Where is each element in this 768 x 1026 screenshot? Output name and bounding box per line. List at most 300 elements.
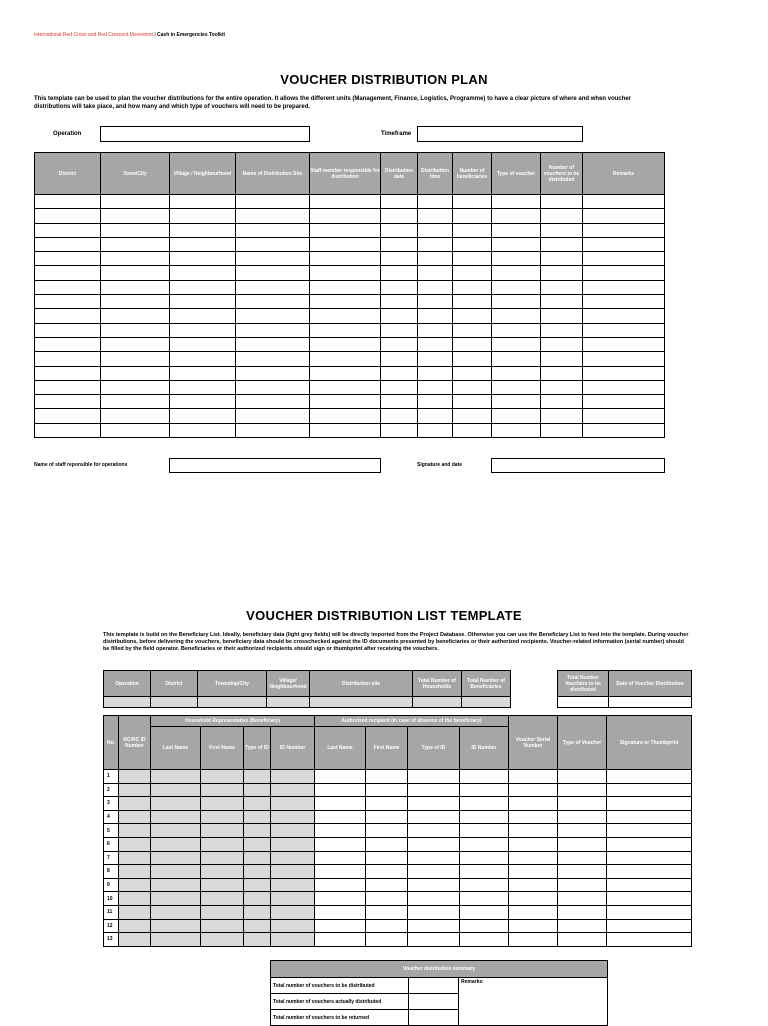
plan-cell[interactable] bbox=[310, 223, 381, 237]
plan-cell[interactable] bbox=[310, 195, 381, 209]
list-cell[interactable] bbox=[558, 851, 607, 865]
plan-cell[interactable] bbox=[541, 237, 583, 251]
list-cell[interactable] bbox=[460, 770, 509, 784]
plan-cell[interactable] bbox=[418, 223, 453, 237]
plan-cell[interactable] bbox=[35, 309, 101, 323]
plan-cell[interactable] bbox=[35, 223, 101, 237]
list-cell[interactable] bbox=[558, 919, 607, 933]
beneficiary-cell[interactable] bbox=[271, 783, 315, 797]
list-cell[interactable] bbox=[315, 892, 366, 906]
plan-cell[interactable] bbox=[310, 295, 381, 309]
list-cell[interactable] bbox=[366, 933, 408, 947]
operation-field[interactable] bbox=[100, 126, 310, 142]
list-cell[interactable] bbox=[315, 865, 366, 879]
plan-cell[interactable] bbox=[35, 195, 101, 209]
plan-cell[interactable] bbox=[35, 395, 101, 409]
list-cell[interactable] bbox=[558, 810, 607, 824]
info-value-cell[interactable] bbox=[462, 697, 511, 708]
beneficiary-cell[interactable] bbox=[119, 865, 151, 879]
plan-cell[interactable] bbox=[583, 366, 665, 380]
plan-cell[interactable] bbox=[541, 252, 583, 266]
list-cell[interactable] bbox=[366, 824, 408, 838]
plan-cell[interactable] bbox=[492, 395, 541, 409]
plan-cell[interactable] bbox=[453, 237, 492, 251]
plan-cell[interactable] bbox=[418, 409, 453, 423]
plan-cell[interactable] bbox=[101, 323, 170, 337]
plan-cell[interactable] bbox=[101, 209, 170, 223]
list-cell[interactable] bbox=[315, 878, 366, 892]
beneficiary-cell[interactable] bbox=[151, 783, 201, 797]
plan-cell[interactable] bbox=[541, 295, 583, 309]
info-value-cell[interactable] bbox=[267, 697, 310, 708]
plan-cell[interactable] bbox=[35, 280, 101, 294]
plan-cell[interactable] bbox=[583, 423, 665, 437]
list-cell[interactable] bbox=[607, 837, 692, 851]
plan-cell[interactable] bbox=[492, 423, 541, 437]
plan-cell[interactable] bbox=[418, 237, 453, 251]
beneficiary-cell[interactable] bbox=[271, 797, 315, 811]
timeframe-field[interactable] bbox=[417, 126, 583, 142]
list-cell[interactable] bbox=[366, 810, 408, 824]
plan-cell[interactable] bbox=[541, 266, 583, 280]
plan-cell[interactable] bbox=[35, 409, 101, 423]
beneficiary-cell[interactable] bbox=[201, 770, 244, 784]
plan-cell[interactable] bbox=[381, 266, 418, 280]
plan-cell[interactable] bbox=[170, 295, 236, 309]
beneficiary-cell[interactable] bbox=[271, 770, 315, 784]
beneficiary-cell[interactable] bbox=[271, 851, 315, 865]
beneficiary-cell[interactable] bbox=[201, 783, 244, 797]
plan-cell[interactable] bbox=[101, 280, 170, 294]
plan-cell[interactable] bbox=[381, 309, 418, 323]
beneficiary-cell[interactable] bbox=[244, 783, 271, 797]
plan-cell[interactable] bbox=[418, 195, 453, 209]
list-cell[interactable] bbox=[408, 810, 460, 824]
beneficiary-cell[interactable] bbox=[244, 919, 271, 933]
list-cell[interactable] bbox=[607, 783, 692, 797]
list-cell[interactable] bbox=[607, 851, 692, 865]
beneficiary-cell[interactable] bbox=[201, 878, 244, 892]
plan-cell[interactable] bbox=[453, 309, 492, 323]
beneficiary-cell[interactable] bbox=[151, 851, 201, 865]
beneficiary-cell[interactable] bbox=[271, 919, 315, 933]
plan-cell[interactable] bbox=[236, 237, 310, 251]
beneficiary-cell[interactable] bbox=[201, 824, 244, 838]
list-cell[interactable] bbox=[460, 892, 509, 906]
plan-cell[interactable] bbox=[418, 366, 453, 380]
plan-cell[interactable] bbox=[381, 352, 418, 366]
plan-cell[interactable] bbox=[35, 366, 101, 380]
beneficiary-cell[interactable] bbox=[119, 770, 151, 784]
beneficiary-cell[interactable] bbox=[119, 797, 151, 811]
beneficiary-cell[interactable] bbox=[244, 851, 271, 865]
list-cell[interactable] bbox=[460, 851, 509, 865]
beneficiary-cell[interactable] bbox=[271, 810, 315, 824]
plan-cell[interactable] bbox=[381, 195, 418, 209]
plan-cell[interactable] bbox=[541, 323, 583, 337]
list-cell[interactable] bbox=[607, 824, 692, 838]
list-cell[interactable] bbox=[509, 851, 558, 865]
beneficiary-cell[interactable] bbox=[151, 865, 201, 879]
plan-cell[interactable] bbox=[492, 309, 541, 323]
plan-cell[interactable] bbox=[418, 337, 453, 351]
plan-cell[interactable] bbox=[170, 266, 236, 280]
list-cell[interactable] bbox=[408, 783, 460, 797]
plan-cell[interactable] bbox=[583, 352, 665, 366]
list-cell[interactable] bbox=[558, 837, 607, 851]
plan-cell[interactable] bbox=[170, 366, 236, 380]
list-cell[interactable] bbox=[607, 933, 692, 947]
plan-cell[interactable] bbox=[541, 280, 583, 294]
beneficiary-cell[interactable] bbox=[201, 905, 244, 919]
plan-cell[interactable] bbox=[170, 195, 236, 209]
plan-cell[interactable] bbox=[453, 366, 492, 380]
plan-cell[interactable] bbox=[236, 295, 310, 309]
distribution-date-cell[interactable] bbox=[609, 697, 692, 708]
plan-cell[interactable] bbox=[541, 209, 583, 223]
beneficiary-cell[interactable] bbox=[244, 878, 271, 892]
beneficiary-cell[interactable] bbox=[271, 878, 315, 892]
list-cell[interactable] bbox=[509, 810, 558, 824]
plan-cell[interactable] bbox=[310, 237, 381, 251]
plan-cell[interactable] bbox=[492, 366, 541, 380]
list-cell[interactable] bbox=[460, 919, 509, 933]
list-cell[interactable] bbox=[408, 770, 460, 784]
list-cell[interactable] bbox=[460, 878, 509, 892]
plan-cell[interactable] bbox=[35, 295, 101, 309]
list-cell[interactable] bbox=[315, 933, 366, 947]
beneficiary-cell[interactable] bbox=[119, 851, 151, 865]
plan-cell[interactable] bbox=[170, 337, 236, 351]
plan-cell[interactable] bbox=[236, 223, 310, 237]
plan-cell[interactable] bbox=[35, 423, 101, 437]
plan-cell[interactable] bbox=[453, 252, 492, 266]
plan-cell[interactable] bbox=[236, 309, 310, 323]
plan-cell[interactable] bbox=[453, 280, 492, 294]
plan-cell[interactable] bbox=[101, 309, 170, 323]
plan-cell[interactable] bbox=[418, 252, 453, 266]
beneficiary-cell[interactable] bbox=[119, 905, 151, 919]
plan-cell[interactable] bbox=[418, 266, 453, 280]
list-cell[interactable] bbox=[366, 878, 408, 892]
list-cell[interactable] bbox=[366, 783, 408, 797]
plan-cell[interactable] bbox=[35, 323, 101, 337]
info-value-cell[interactable] bbox=[413, 697, 462, 708]
list-cell[interactable] bbox=[408, 933, 460, 947]
plan-cell[interactable] bbox=[310, 366, 381, 380]
beneficiary-cell[interactable] bbox=[151, 770, 201, 784]
beneficiary-cell[interactable] bbox=[201, 837, 244, 851]
beneficiary-cell[interactable] bbox=[151, 878, 201, 892]
staff-name-field[interactable] bbox=[169, 458, 381, 473]
plan-cell[interactable] bbox=[381, 366, 418, 380]
plan-cell[interactable] bbox=[101, 295, 170, 309]
list-cell[interactable] bbox=[509, 919, 558, 933]
plan-cell[interactable] bbox=[453, 352, 492, 366]
beneficiary-cell[interactable] bbox=[201, 933, 244, 947]
plan-cell[interactable] bbox=[541, 366, 583, 380]
list-cell[interactable] bbox=[509, 783, 558, 797]
list-cell[interactable] bbox=[315, 824, 366, 838]
list-cell[interactable] bbox=[408, 905, 460, 919]
plan-cell[interactable] bbox=[101, 195, 170, 209]
plan-cell[interactable] bbox=[541, 337, 583, 351]
plan-cell[interactable] bbox=[170, 252, 236, 266]
list-cell[interactable] bbox=[509, 905, 558, 919]
plan-cell[interactable] bbox=[170, 380, 236, 394]
plan-cell[interactable] bbox=[541, 395, 583, 409]
plan-cell[interactable] bbox=[170, 209, 236, 223]
plan-cell[interactable] bbox=[310, 337, 381, 351]
beneficiary-cell[interactable] bbox=[244, 824, 271, 838]
beneficiary-cell[interactable] bbox=[201, 851, 244, 865]
list-cell[interactable] bbox=[558, 770, 607, 784]
list-cell[interactable] bbox=[408, 837, 460, 851]
beneficiary-cell[interactable] bbox=[119, 892, 151, 906]
plan-cell[interactable] bbox=[310, 266, 381, 280]
list-cell[interactable] bbox=[366, 851, 408, 865]
list-cell[interactable] bbox=[366, 905, 408, 919]
plan-cell[interactable] bbox=[310, 352, 381, 366]
plan-cell[interactable] bbox=[541, 223, 583, 237]
plan-cell[interactable] bbox=[381, 337, 418, 351]
list-cell[interactable] bbox=[366, 865, 408, 879]
beneficiary-cell[interactable] bbox=[201, 797, 244, 811]
plan-cell[interactable] bbox=[418, 323, 453, 337]
plan-cell[interactable] bbox=[583, 337, 665, 351]
plan-cell[interactable] bbox=[381, 323, 418, 337]
list-cell[interactable] bbox=[408, 919, 460, 933]
plan-cell[interactable] bbox=[418, 395, 453, 409]
list-cell[interactable] bbox=[408, 824, 460, 838]
plan-cell[interactable] bbox=[583, 395, 665, 409]
plan-cell[interactable] bbox=[381, 237, 418, 251]
plan-cell[interactable] bbox=[381, 280, 418, 294]
plan-cell[interactable] bbox=[381, 252, 418, 266]
plan-cell[interactable] bbox=[101, 337, 170, 351]
plan-cell[interactable] bbox=[236, 195, 310, 209]
beneficiary-cell[interactable] bbox=[119, 783, 151, 797]
plan-cell[interactable] bbox=[310, 252, 381, 266]
plan-cell[interactable] bbox=[418, 295, 453, 309]
list-cell[interactable] bbox=[607, 865, 692, 879]
summary-value-to-distribute[interactable] bbox=[409, 978, 459, 994]
plan-cell[interactable] bbox=[453, 223, 492, 237]
plan-cell[interactable] bbox=[453, 295, 492, 309]
plan-cell[interactable] bbox=[101, 409, 170, 423]
beneficiary-cell[interactable] bbox=[244, 797, 271, 811]
list-cell[interactable] bbox=[408, 865, 460, 879]
plan-cell[interactable] bbox=[236, 366, 310, 380]
plan-cell[interactable] bbox=[236, 352, 310, 366]
plan-cell[interactable] bbox=[583, 209, 665, 223]
plan-cell[interactable] bbox=[170, 280, 236, 294]
plan-cell[interactable] bbox=[170, 309, 236, 323]
plan-cell[interactable] bbox=[541, 195, 583, 209]
plan-cell[interactable] bbox=[583, 223, 665, 237]
plan-cell[interactable] bbox=[492, 209, 541, 223]
plan-cell[interactable] bbox=[101, 252, 170, 266]
beneficiary-cell[interactable] bbox=[119, 933, 151, 947]
plan-cell[interactable] bbox=[583, 409, 665, 423]
list-cell[interactable] bbox=[460, 933, 509, 947]
plan-cell[interactable] bbox=[541, 309, 583, 323]
list-cell[interactable] bbox=[509, 878, 558, 892]
plan-cell[interactable] bbox=[492, 237, 541, 251]
plan-cell[interactable] bbox=[381, 223, 418, 237]
plan-cell[interactable] bbox=[35, 352, 101, 366]
list-cell[interactable] bbox=[509, 933, 558, 947]
plan-cell[interactable] bbox=[492, 295, 541, 309]
beneficiary-cell[interactable] bbox=[271, 905, 315, 919]
list-cell[interactable] bbox=[366, 837, 408, 851]
plan-cell[interactable] bbox=[418, 209, 453, 223]
beneficiary-cell[interactable] bbox=[201, 892, 244, 906]
list-cell[interactable] bbox=[315, 797, 366, 811]
plan-cell[interactable] bbox=[492, 195, 541, 209]
list-cell[interactable] bbox=[315, 919, 366, 933]
plan-cell[interactable] bbox=[418, 280, 453, 294]
beneficiary-cell[interactable] bbox=[151, 837, 201, 851]
beneficiary-cell[interactable] bbox=[201, 810, 244, 824]
summary-value-distributed[interactable] bbox=[409, 994, 459, 1010]
signature-date-field[interactable] bbox=[491, 458, 665, 473]
beneficiary-cell[interactable] bbox=[244, 865, 271, 879]
plan-cell[interactable] bbox=[236, 280, 310, 294]
plan-cell[interactable] bbox=[453, 380, 492, 394]
plan-cell[interactable] bbox=[170, 323, 236, 337]
plan-cell[interactable] bbox=[236, 395, 310, 409]
plan-cell[interactable] bbox=[310, 309, 381, 323]
plan-cell[interactable] bbox=[236, 252, 310, 266]
list-cell[interactable] bbox=[315, 905, 366, 919]
plan-cell[interactable] bbox=[236, 380, 310, 394]
plan-cell[interactable] bbox=[453, 209, 492, 223]
list-cell[interactable] bbox=[366, 770, 408, 784]
beneficiary-cell[interactable] bbox=[151, 824, 201, 838]
list-cell[interactable] bbox=[366, 919, 408, 933]
plan-cell[interactable] bbox=[453, 409, 492, 423]
plan-cell[interactable] bbox=[583, 309, 665, 323]
list-cell[interactable] bbox=[509, 865, 558, 879]
vouchers-total-cell[interactable] bbox=[558, 697, 609, 708]
info-value-cell[interactable] bbox=[310, 697, 413, 708]
info-value-cell[interactable] bbox=[104, 697, 151, 708]
beneficiary-cell[interactable] bbox=[151, 810, 201, 824]
plan-cell[interactable] bbox=[381, 423, 418, 437]
plan-cell[interactable] bbox=[418, 309, 453, 323]
plan-cell[interactable] bbox=[492, 252, 541, 266]
list-cell[interactable] bbox=[509, 824, 558, 838]
beneficiary-cell[interactable] bbox=[244, 892, 271, 906]
plan-cell[interactable] bbox=[418, 352, 453, 366]
list-cell[interactable] bbox=[460, 783, 509, 797]
list-cell[interactable] bbox=[509, 892, 558, 906]
plan-cell[interactable] bbox=[236, 337, 310, 351]
beneficiary-cell[interactable] bbox=[201, 919, 244, 933]
plan-cell[interactable] bbox=[541, 423, 583, 437]
plan-cell[interactable] bbox=[170, 223, 236, 237]
plan-cell[interactable] bbox=[236, 423, 310, 437]
plan-cell[interactable] bbox=[583, 266, 665, 280]
beneficiary-cell[interactable] bbox=[151, 919, 201, 933]
plan-cell[interactable] bbox=[35, 252, 101, 266]
summary-remarks[interactable] bbox=[459, 978, 608, 1026]
list-cell[interactable] bbox=[366, 892, 408, 906]
plan-cell[interactable] bbox=[583, 323, 665, 337]
plan-cell[interactable] bbox=[35, 266, 101, 280]
plan-cell[interactable] bbox=[583, 252, 665, 266]
plan-cell[interactable] bbox=[492, 280, 541, 294]
list-cell[interactable] bbox=[607, 770, 692, 784]
plan-cell[interactable] bbox=[541, 352, 583, 366]
plan-cell[interactable] bbox=[170, 237, 236, 251]
list-cell[interactable] bbox=[315, 810, 366, 824]
list-cell[interactable] bbox=[607, 810, 692, 824]
list-cell[interactable] bbox=[460, 797, 509, 811]
plan-cell[interactable] bbox=[418, 380, 453, 394]
list-cell[interactable] bbox=[315, 783, 366, 797]
plan-cell[interactable] bbox=[492, 409, 541, 423]
plan-cell[interactable] bbox=[492, 352, 541, 366]
plan-cell[interactable] bbox=[583, 195, 665, 209]
plan-cell[interactable] bbox=[418, 423, 453, 437]
plan-cell[interactable] bbox=[492, 223, 541, 237]
beneficiary-cell[interactable] bbox=[151, 797, 201, 811]
plan-cell[interactable] bbox=[381, 409, 418, 423]
beneficiary-cell[interactable] bbox=[271, 837, 315, 851]
plan-cell[interactable] bbox=[310, 280, 381, 294]
plan-cell[interactable] bbox=[381, 209, 418, 223]
plan-cell[interactable] bbox=[310, 323, 381, 337]
list-cell[interactable] bbox=[509, 797, 558, 811]
beneficiary-cell[interactable] bbox=[151, 933, 201, 947]
list-cell[interactable] bbox=[460, 865, 509, 879]
plan-cell[interactable] bbox=[101, 423, 170, 437]
list-cell[interactable] bbox=[607, 892, 692, 906]
beneficiary-cell[interactable] bbox=[244, 837, 271, 851]
list-cell[interactable] bbox=[558, 783, 607, 797]
plan-cell[interactable] bbox=[35, 380, 101, 394]
list-cell[interactable] bbox=[558, 824, 607, 838]
plan-cell[interactable] bbox=[453, 337, 492, 351]
plan-cell[interactable] bbox=[310, 209, 381, 223]
beneficiary-cell[interactable] bbox=[271, 933, 315, 947]
list-cell[interactable] bbox=[509, 770, 558, 784]
plan-cell[interactable] bbox=[170, 409, 236, 423]
list-cell[interactable] bbox=[408, 892, 460, 906]
list-cell[interactable] bbox=[408, 851, 460, 865]
beneficiary-cell[interactable] bbox=[271, 865, 315, 879]
plan-cell[interactable] bbox=[170, 395, 236, 409]
plan-cell[interactable] bbox=[381, 295, 418, 309]
beneficiary-cell[interactable] bbox=[119, 824, 151, 838]
beneficiary-cell[interactable] bbox=[244, 810, 271, 824]
plan-cell[interactable] bbox=[583, 237, 665, 251]
list-cell[interactable] bbox=[558, 797, 607, 811]
plan-cell[interactable] bbox=[453, 423, 492, 437]
list-cell[interactable] bbox=[315, 851, 366, 865]
beneficiary-cell[interactable] bbox=[201, 865, 244, 879]
plan-cell[interactable] bbox=[236, 409, 310, 423]
plan-cell[interactable] bbox=[583, 280, 665, 294]
plan-cell[interactable] bbox=[170, 423, 236, 437]
plan-cell[interactable] bbox=[310, 409, 381, 423]
plan-cell[interactable] bbox=[101, 223, 170, 237]
plan-cell[interactable] bbox=[492, 337, 541, 351]
beneficiary-cell[interactable] bbox=[119, 878, 151, 892]
beneficiary-cell[interactable] bbox=[244, 905, 271, 919]
